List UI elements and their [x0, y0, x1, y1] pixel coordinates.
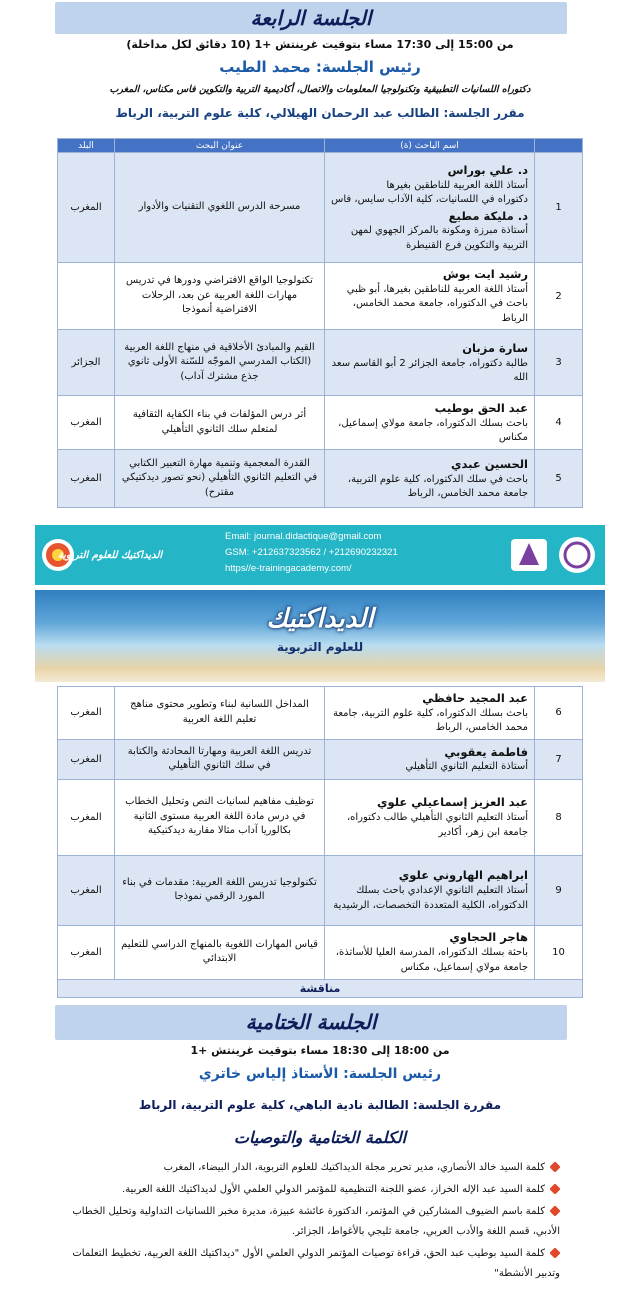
session4-rapporteur: مقرر الجلسة: الطالب عبد الرحمان الهيلالي، كلية علوم التربية، الرباط	[115, 106, 525, 120]
table-row: 3 سارة مزبان طالبة دكتوراه، جامعة الجزائر 2 أبو القاسم سعد الله القيم والمبادئ الأخلاقية في منهاج اللغة العربية (الكتاب المدرسي الموجّه للسّنة الأولى ثانوي جذع مشترك آداب) الجزائر	[58, 330, 583, 396]
session4-title: الجلسة الرابعة	[55, 2, 567, 34]
col-country: البلد	[58, 139, 115, 153]
closing-rapporteur: مقررة الجلسة: الطالبة نادية الباهي، كلية علوم التربية، الرباط	[138, 1098, 502, 1112]
closing-speeches	[60, 1158, 560, 1286]
contact-email[interactable]: Email: journal.didactique@gmail.com	[225, 531, 382, 542]
table-row: 5 الحسين عبدي باحث في سلك الدكتوراه، كلية علوم التربية، جامعة محمد الخامس، الرباط القدرة المعجمية وتنمية مهارة التعبير الكتابي في التعليم الثانوي التأهيلي (نحو تصور ديدكتيكي مقترح) المغرب	[58, 450, 583, 508]
session4-table-continued	[57, 686, 583, 998]
table-header	[58, 139, 583, 153]
journal-banner	[35, 590, 605, 682]
contact-gsm: GSM: +212637323562 / +212690232321	[225, 547, 398, 558]
bullet-icon	[549, 1161, 560, 1172]
closing-title: الجلسة الختامية	[55, 1005, 567, 1040]
session4-time: من 15:00 إلى 17:30 مساء بتوقيت غرينتش +1 (10 دقائق لكل مداخلة)	[126, 38, 514, 51]
session4-chair-desc: دكتوراه اللسانيات التطبيقية وتكنولوجيا المعلومات والاتصال، أكاديمية التربية والتكوين فاس مكناس، المغرب	[109, 84, 531, 95]
col-title: عنوان البحث	[115, 139, 325, 153]
discussion-row: مناقشة	[58, 979, 583, 997]
table-row: 9 ابراهيم الهاروني علوي أستاذ التعليم الثانوي الإعدادي باحث بسلك الدكتوراه، الكلية المتعددة التخصصات، الرشيدية تكنولوجيا تدريس اللغة العربية: مقدمات في بناء المورد الرقمي نموذجا المغرب	[58, 855, 583, 925]
partner-logos	[509, 531, 599, 579]
session4-table	[57, 138, 583, 508]
list-item: كلمة السيد عبد الإله الخراز، عضو اللجنة التنظيمية للمؤتمر الدولي العلمي الأول لديداكتيك اللغة العربية.	[60, 1180, 560, 1200]
bullet-icon	[549, 1183, 560, 1194]
table-row: 4 عبد الحق بوطيب باحث بسلك الدكتوراه، جامعة مولاي إسماعيل، مكناس أثر درس المؤلفات في بناء الكفاية الثقافية لمتعلم سلك الثانوي التأهيلي المغرب	[58, 396, 583, 450]
table-row: 10 هاجر الحجاوي باحثة بسلك الدكتوراه، المدرسة العليا للأساتذة، جامعة مولاي إسماعيل، مكناس قياس المهارات اللغوية بالمنهاج الدراسي للتعليم الابتدائي المغرب	[58, 925, 583, 979]
journal-logo	[40, 531, 163, 579]
brand-subtitle: للعلوم التربوية	[276, 640, 364, 654]
bullet-icon	[549, 1247, 560, 1258]
table-row: 8 عبد العزيز إسماعيلي علوي أستاذ التعليم الثانوي التأهيلي طالب دكتوراه، جامعة ابن زهر، أكادير توظيف مفاهيم لسانيات النص وتحليل الخطاب في درس مادة اللغة العربية مستوى الثانية بكالوريا آداب مثالا مقاربة ديدكتيكية المغرب	[58, 779, 583, 855]
table-row: 2 رشيد ايت بوش أستاذ اللغة العربية للناطقين بغيرها، أبو ظبي باحث في الدكتوراه، جامعة محمد الخامس، الرباط تكنولوجيا الواقع الافتراضي ودورها في تدريس مهارات اللغة العربية عن بعد، الرحلات الافتراضية أنموذجا	[58, 263, 583, 330]
list-item: كلمة السيد بوطيب عبد الحق، قراءة توصيات المؤتمر الدولي العلمي الأول "ديداكتيك اللغة العربية، تخطيط التعلمات وتدبير الأنشطة"	[72, 1248, 560, 1279]
contact-banner	[35, 525, 605, 585]
session4-chair: رئيس الجلسة: محمد الطيب	[219, 58, 421, 76]
table-row: 6 عبد المجيد حافظي باحث بسلك الدكتوراه، كلية علوم التربية، جامعة محمد الخامس، الرباط المداخل اللسانية لبناء وتطوير محتوى مناهج تعليم اللغة العربية المغرب	[58, 687, 583, 740]
table-row: 7 فاطمة يعقوبي أستاذة التعليم الثانوي التأهيلي تدريس اللغة العربية ومهارتا المحادثة والكتابة في سلك الثانوي التأهيلي المغرب	[58, 739, 583, 779]
closing-time: من 18:00 إلى 18:30 مساء بتوقيت غرينتش +1	[190, 1044, 450, 1057]
list-item: كلمة باسم الضيوف المشاركين في المؤتمر، الدكتورة عائشة عبيزة، مديرة مخبر اللسانيات التداولية وتحليل الخطاب الأدبي، قسم اللغة والأدب العربي، جامعة ثليجي بالأغواط، الجزائر.	[72, 1206, 560, 1237]
col-num	[535, 139, 583, 153]
table-row: 1 د. علي بوراس أستاذ اللغة العربية للناطقين بغيرها دكتوراه في اللسانيات، كلية الآداب سايس، فاس د. مليكة مطيع أستاذة مبرزة ومكونة بالمركز الجهوي لمهن التربية والتكوين فرع القنيطرة مسرحة الدرس اللغوي التقنيات والأدوار المغرب	[58, 153, 583, 263]
closing-heading: الكلمة الختامية والتوصيات	[233, 1128, 407, 1147]
list-item: كلمة السيد خالد الأنصاري، مدير تحرير مجلة الديداكتيك للعلوم التربوية، الدار البيضاء، المغرب	[60, 1158, 560, 1178]
contact-website[interactable]: https//e-trainingacademy.com/	[225, 563, 352, 574]
brand-title: الديداكتيك	[266, 604, 374, 634]
closing-chair: رئيس الجلسة: الأستاذ إلياس خاتري	[198, 1066, 442, 1082]
bullet-icon	[549, 1205, 560, 1216]
logo-text: الديداكتيك للعلوم التربوية	[57, 550, 163, 561]
col-name: اسم الباحث (ة)	[325, 139, 535, 153]
